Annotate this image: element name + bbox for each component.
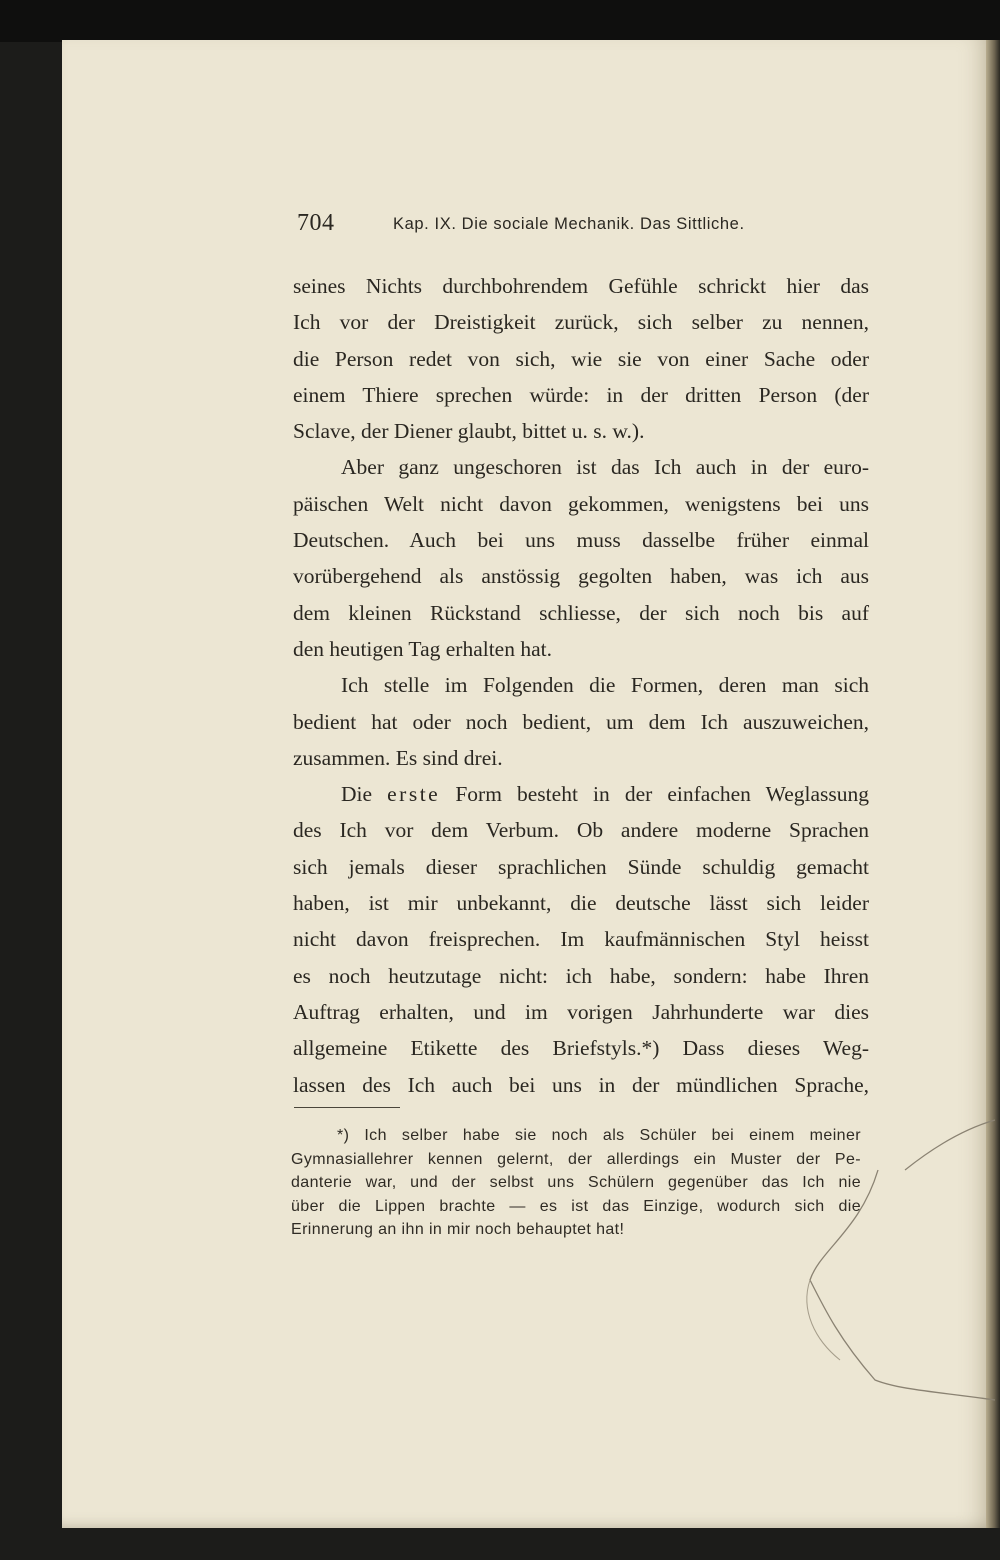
footnote-divider	[294, 1107, 400, 1108]
text-line: Ich stelle im Folgenden die Formen, deren man sich	[341, 673, 869, 698]
text-line: zusammen. Es sind drei.	[293, 745, 503, 770]
scan-background	[0, 0, 1000, 42]
text-line: nicht davon freisprechen. Im kaufmännischen Styl heisst	[293, 927, 869, 952]
paper-tear-crease	[780, 1110, 1000, 1410]
body-text	[293, 268, 869, 1103]
text-fragment: Die	[341, 782, 388, 807]
emphasis-spaced: erste	[387, 782, 441, 807]
text-line: vorübergehend als anstössig gegolten haben, was ich aus	[293, 564, 869, 589]
page-number: 704	[297, 210, 335, 236]
footnote-line: über die Lippen brachte — es ist das Einzige, wodurch sich die	[291, 1197, 861, 1215]
text-line: bedient hat oder noch bedient, um dem Ich auszuweichen,	[293, 709, 869, 734]
footnote-line: *) Ich selber habe sie noch als Schüler bei einem meiner	[337, 1127, 861, 1144]
text-line: den heutigen Tag erhalten hat.	[293, 636, 552, 661]
text-line: päischen Welt nicht davon gekommen, wenigstens bei uns	[293, 491, 869, 516]
text-line: Auftrag erhalten, und im vorigen Jahrhunderte war dies	[293, 999, 869, 1024]
footnote-line: danterie war, und der selbst uns Schülern gegenüber das Ich nie	[291, 1174, 861, 1192]
text-line: Aber ganz ungeschoren ist das Ich auch in der euro-	[341, 455, 869, 480]
text-line: die Person redet von sich, wie sie von einer Sache oder	[293, 346, 869, 371]
text-line: lassen des Ich auch bei uns in der mündlichen Sprache,	[293, 1072, 869, 1097]
text-line: allgemeine Etikette des Briefstyls.*) Dass dieses Weg-	[293, 1036, 869, 1061]
text-line-spaced	[293, 776, 869, 812]
text-line: einem Thiere sprechen würde: in der dritten Person (der	[293, 382, 869, 407]
text-line: es noch heutzutage nicht: ich habe, sondern: habe Ihren	[293, 963, 869, 988]
footnote-line: Erinnerung an ihn in mir noch behauptet hat!	[291, 1221, 625, 1239]
text-line: Ich vor der Dreistigkeit zurück, sich selber zu nennen,	[293, 310, 869, 335]
text-line: des Ich vor dem Verbum. Ob andere moderne Sprachen	[293, 818, 869, 843]
text-line: dem kleinen Rückstand schliesse, der sich noch bis auf	[293, 600, 869, 625]
text-line: sich jemals dieser sprachlichen Sünde schuldig gemacht	[293, 854, 869, 879]
chapter-heading: Kap. IX. Die sociale Mechanik. Das Sittliche.	[393, 215, 745, 233]
running-head	[297, 210, 781, 244]
text-line: haben, ist mir unbekannt, die deutsche lässt sich leider	[293, 891, 869, 916]
text-line: Sclave, der Diener glaubt, bittet u. s. w.).	[293, 419, 645, 444]
text-line: Deutschen. Auch bei uns muss dasselbe früher einmal	[293, 528, 869, 553]
footnote-line: Gymnasiallehrer kennen gelernt, der allerdings ein Muster der Pe-	[291, 1150, 861, 1168]
text-fragment: Form besteht in der einfachen Weglassung	[440, 782, 869, 807]
text-line: seines Nichts durchbohrendem Gefühle schrickt hier das	[293, 274, 869, 298]
footnote	[291, 1124, 861, 1242]
